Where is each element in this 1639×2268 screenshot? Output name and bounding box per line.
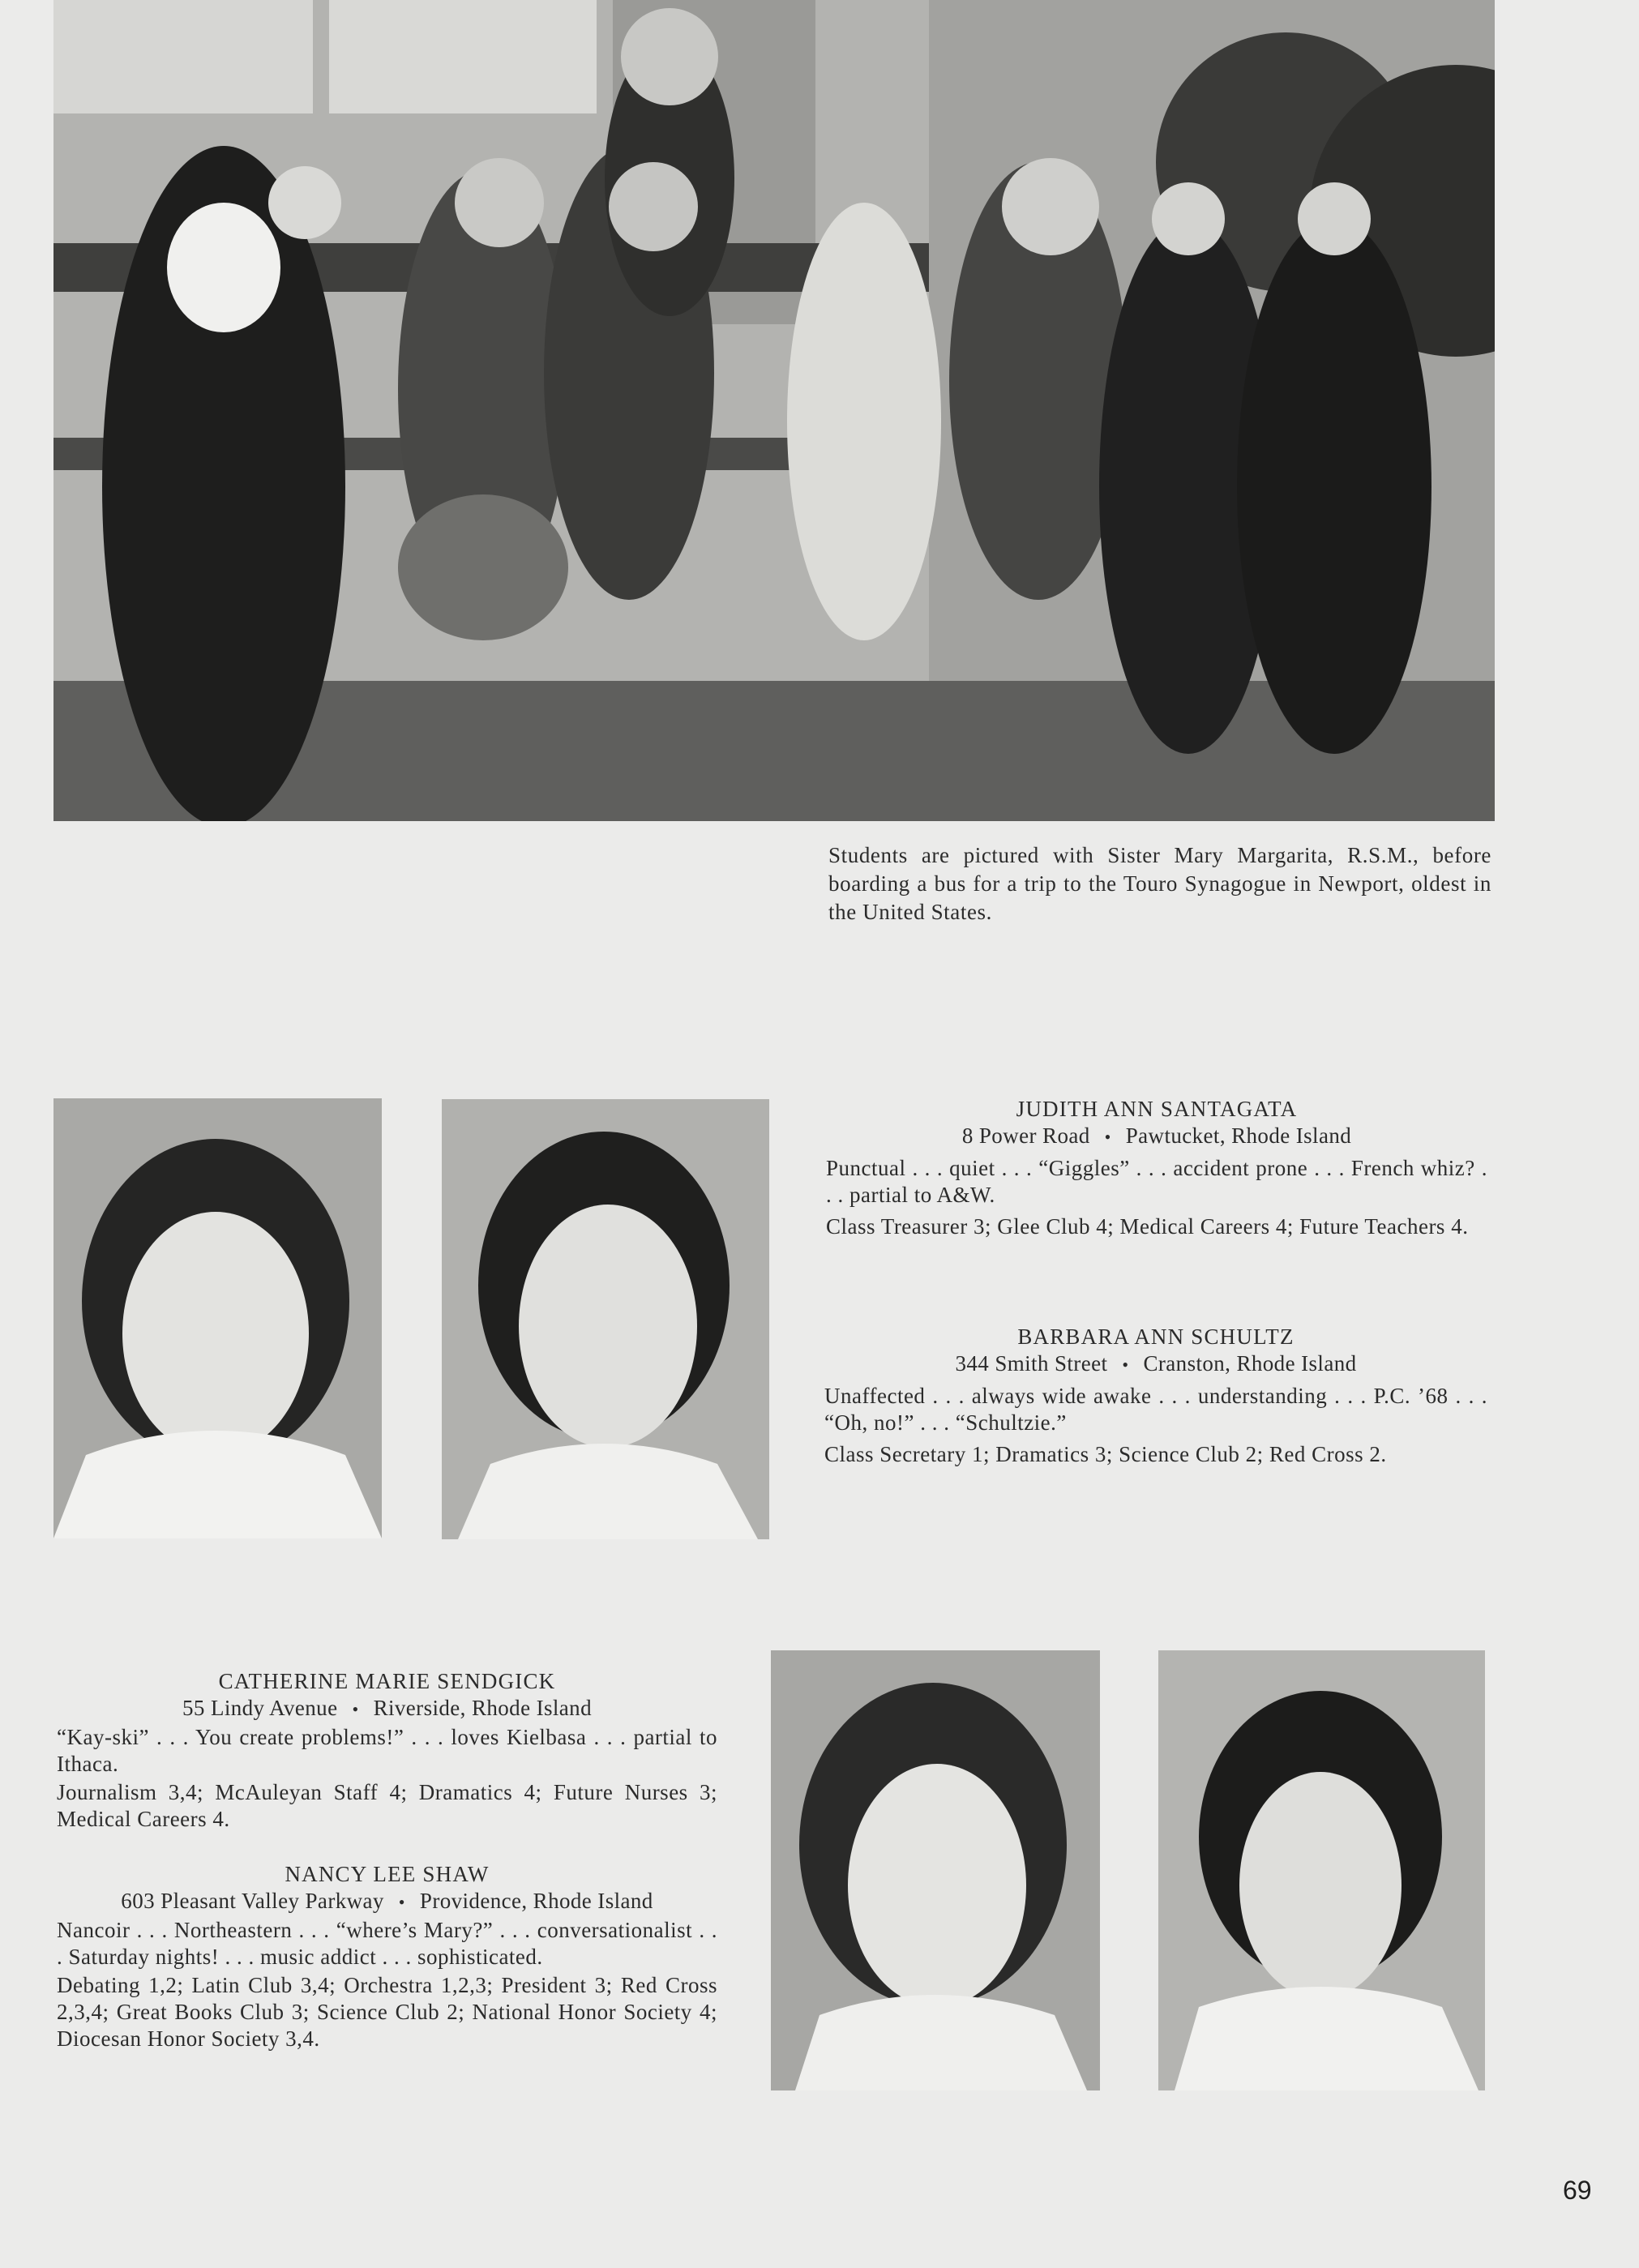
portrait-illustration <box>442 1099 769 1539</box>
senior-activities: Journalism 3,4; McAuleyan Staff 4; Dramatics 4; Future Nurses 3; Medical Careers 4. <box>57 1780 717 1831</box>
senior-address <box>824 1350 1487 1378</box>
bullet-separator: • <box>398 1892 405 1912</box>
city-state: Cranston, Rhode Island <box>1143 1351 1357 1376</box>
senior-bio-judith-ann-santagata <box>826 1096 1487 1240</box>
senior-name: NANCY LEE SHAW <box>285 1862 490 1886</box>
senior-bio-catherine-marie-sendgick <box>57 1668 717 1833</box>
bullet-separator: • <box>352 1699 359 1719</box>
senior-description: Nancoir . . . Northeastern . . . “where’s Mary?” . . . conversationalist . . . Saturday nights! . . . music addict . . . sophisticated. <box>57 1918 717 1969</box>
senior-address <box>57 1695 717 1722</box>
senior-bio-barbara-ann-schultz <box>824 1324 1487 1468</box>
group-photo-caption: Students are pictured with Sister Mary Margarita, R.S.M., before boarding a bus for a trip to the Touro Synagogue in Newport, oldest in the United States. <box>828 843 1491 924</box>
senior-description: Unaffected . . . always wide awake . . . understanding . . . P.C. ’68 . . . “Oh, no!” . . . “Schultzie.” <box>824 1384 1487 1435</box>
senior-description: Punctual . . . quiet . . . “Giggles” . . . accident prone . . . French whiz? . . . partial to A&W. <box>826 1156 1487 1207</box>
bullet-separator: • <box>1122 1354 1129 1375</box>
portrait-photo-judith-ann-santagata <box>53 1098 382 1538</box>
city-state: Providence, Rhode Island <box>419 1889 653 1913</box>
senior-name: CATHERINE MARIE SENDGICK <box>218 1669 556 1693</box>
senior-activities: Class Treasurer 3; Glee Club 4; Medical Careers 4; Future Teachers 4. <box>826 1214 1469 1239</box>
senior-name: BARBARA ANN SCHULTZ <box>1017 1324 1295 1349</box>
city-state: Pawtucket, Rhode Island <box>1125 1123 1352 1148</box>
senior-bio-nancy-lee-shaw <box>57 1861 717 2052</box>
senior-activities: Class Secretary 1; Dramatics 3; Science Club 2; Red Cross 2. <box>824 1442 1387 1466</box>
portrait-photo-barbara-ann-schultz <box>442 1099 769 1539</box>
portrait-photo-catherine-marie-sendgick <box>771 1650 1100 2090</box>
senior-address <box>57 1888 717 1915</box>
portrait-illustration <box>53 1098 382 1538</box>
street-address: 344 Smith Street <box>955 1351 1108 1376</box>
senior-address <box>826 1123 1487 1150</box>
portrait-illustration <box>771 1650 1100 2090</box>
street-address: 55 Lindy Avenue <box>182 1696 338 1720</box>
page-number: 69 <box>1563 2176 1592 2205</box>
street-address: 603 Pleasant Valley Parkway <box>121 1889 384 1913</box>
senior-name: JUDITH ANN SANTAGATA <box>1016 1097 1298 1121</box>
portrait-illustration <box>1158 1650 1485 2090</box>
bullet-separator: • <box>1104 1127 1111 1147</box>
senior-activities: Debating 1,2; Latin Club 3,4; Orchestra 1,2,3; President 3; Red Cross 2,3,4; Great Books Club 3; Science Club 2; National Honor Society 4; Diocesan Honor Society 3,4. <box>57 1973 717 2051</box>
group-photo <box>53 0 1495 821</box>
city-state: Riverside, Rhode Island <box>373 1696 592 1720</box>
street-address: 8 Power Road <box>961 1123 1090 1148</box>
senior-description: “Kay-ski” . . . You create problems!” . . . loves Kielbasa . . . partial to Ithaca. <box>57 1725 717 1776</box>
group-photo-illustration <box>53 0 1495 821</box>
portrait-photo-nancy-lee-shaw <box>1158 1650 1485 2090</box>
